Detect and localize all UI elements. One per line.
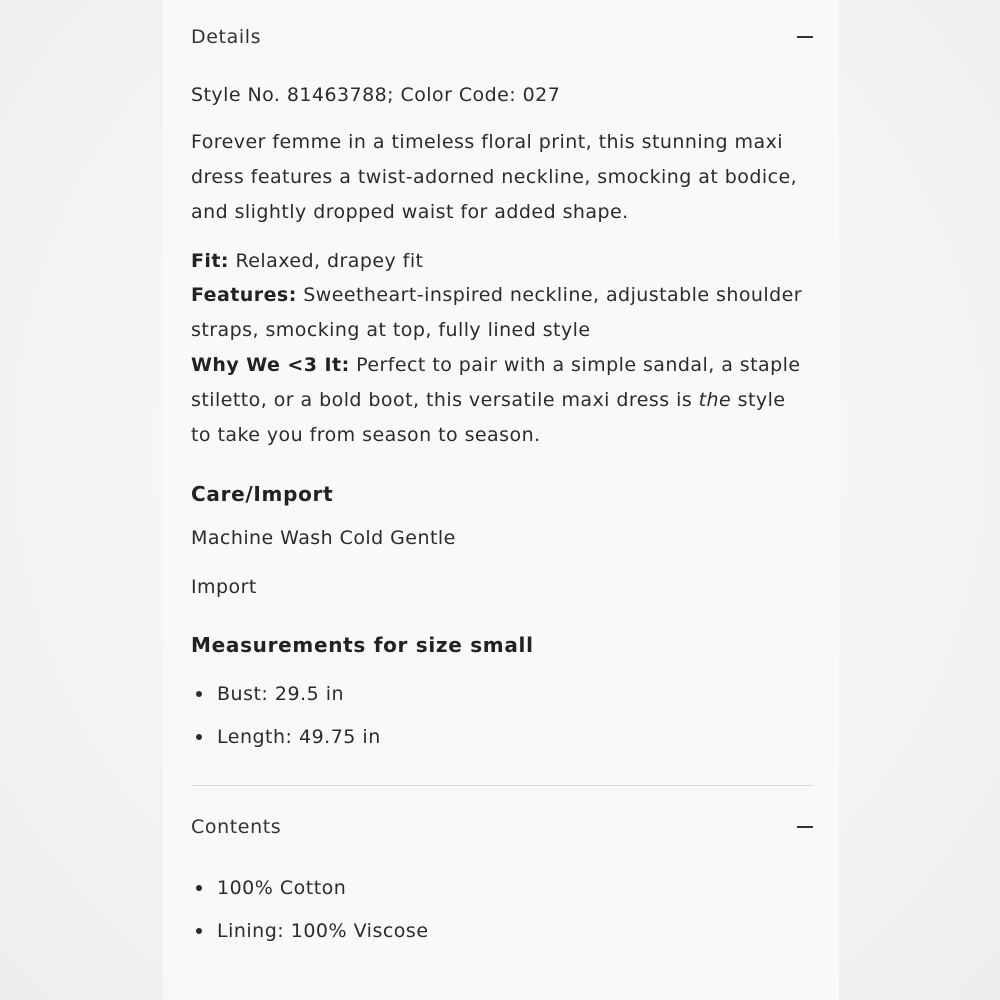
features-row <box>191 278 802 313</box>
fit-row <box>191 244 423 279</box>
why-value-line-2-post: style <box>731 389 786 411</box>
collapse-minus-icon[interactable] <box>797 36 813 38</box>
care-import-text: Import <box>191 576 257 598</box>
section-divider <box>191 785 813 786</box>
fit-value: Relaxed, drapey fit <box>235 250 424 272</box>
why-label: Why We <3 It: <box>191 354 350 376</box>
bullet-icon <box>196 734 202 740</box>
features-label: Features: <box>191 284 297 306</box>
contents-title: Contents <box>191 816 282 838</box>
measurement-length: Length: 49.75 in <box>217 726 381 748</box>
fit-label: Fit: <box>191 250 229 272</box>
why-value-line-1: Perfect to pair with a simple sandal, a staple <box>356 354 801 376</box>
description-line-2: dress features a twist-adorned neckline, smocking at bodice, <box>191 166 798 188</box>
features-value-line-1: Sweetheart-inspired neckline, adjustable shoulder <box>303 284 803 306</box>
description-line-3: and slightly dropped waist for added shape. <box>191 201 629 223</box>
description-line-1: Forever femme in a timeless floral print, this stunning maxi <box>191 131 784 153</box>
bullet-icon <box>196 885 202 891</box>
measurement-bust: Bust: 29.5 in <box>217 683 345 705</box>
collapse-minus-icon[interactable] <box>797 826 813 828</box>
details-accordion-header[interactable] <box>191 22 813 52</box>
contents-item-lining: Lining: 100% Viscose <box>217 920 429 942</box>
care-wash-text: Machine Wash Cold Gentle <box>191 527 456 549</box>
why-value-emphasis: the <box>698 389 732 411</box>
features-value-line-2: straps, smocking at top, fully lined style <box>191 319 591 341</box>
why-value-line-2 <box>191 383 786 418</box>
why-row <box>191 348 801 383</box>
contents-item-cotton: 100% Cotton <box>217 877 347 899</box>
measurements-heading: Measurements for size small <box>191 633 534 657</box>
contents-accordion-header[interactable] <box>191 812 813 842</box>
details-title: Details <box>191 26 262 48</box>
why-value-line-2-pre: stiletto, or a bold boot, this versatile maxi dress is <box>191 389 699 411</box>
bullet-icon <box>196 928 202 934</box>
bullet-icon <box>196 691 202 697</box>
style-code-text: Style No. 81463788; Color Code: 027 <box>191 84 561 106</box>
why-value-line-3: to take you from season to season. <box>191 424 541 446</box>
care-import-heading: Care/Import <box>191 482 334 506</box>
